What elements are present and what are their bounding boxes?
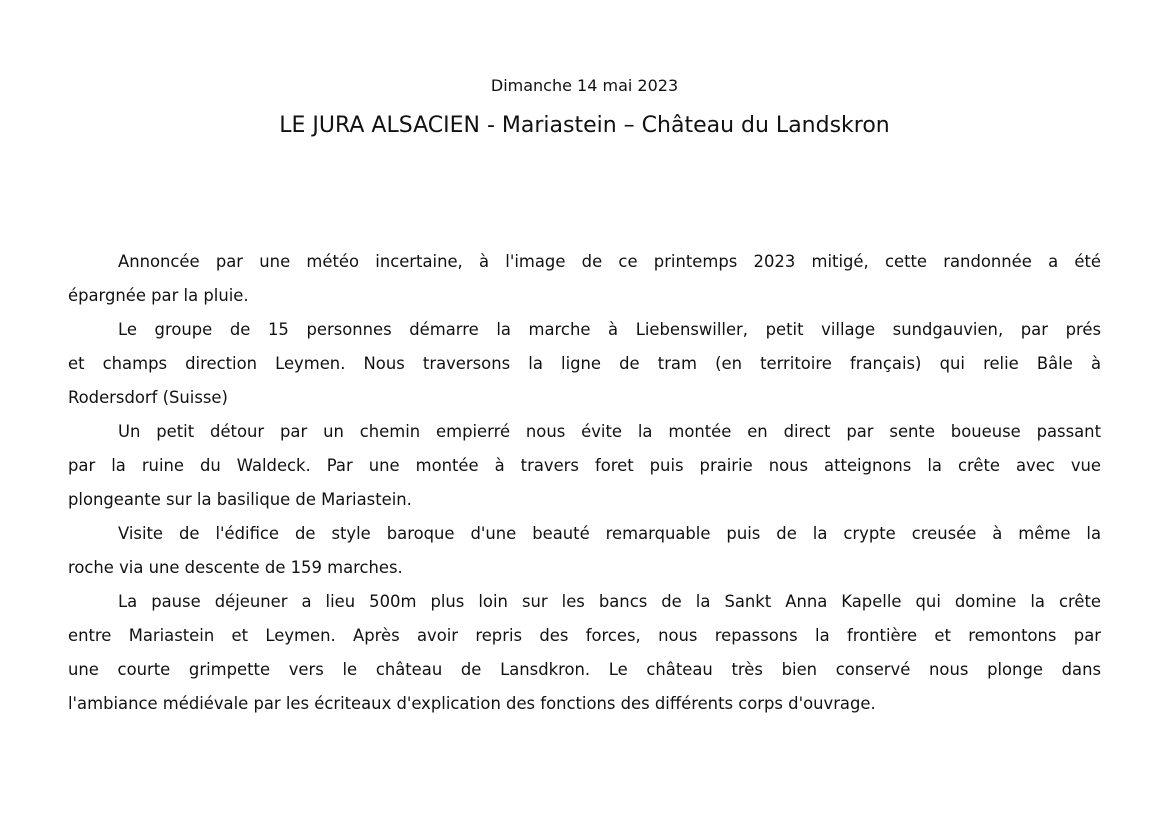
paragraph xyxy=(68,318,1101,420)
paragraph xyxy=(68,522,1101,590)
paragraph-line: La pause déjeuner a lieu 500m plus loin sur les bancs de la Sankt Anna Kapelle qui domine la crête xyxy=(118,592,1101,611)
paragraph-line: Visite de l'édifice de style baroque d'une beauté remarquable puis de la crypte creusée à même la xyxy=(118,524,1101,543)
paragraph-line: entre Mariastein et Leymen. Après avoir repris des forces, nous repassons la frontière et remontons par xyxy=(68,626,1101,645)
paragraph xyxy=(68,420,1101,522)
paragraph-line: l'ambiance médiévale par les écriteaux d'explication des fonctions des différents corps d'ouvrage. xyxy=(68,694,876,713)
paragraph-line: épargnée par la pluie. xyxy=(68,286,249,305)
paragraph-line: roche via une descente de 159 marches. xyxy=(68,558,403,577)
document-body xyxy=(68,250,1101,726)
paragraph-line: Rodersdorf (Suisse) xyxy=(68,388,228,407)
document-title: LE JURA ALSACIEN - Mariastein – Château du Landskron xyxy=(279,113,890,138)
paragraph-line: une courte grimpette vers le château de Lansdkron. Le château très bien conservé nous plonge dans xyxy=(68,660,1101,679)
document-date: Dimanche 14 mai 2023 xyxy=(490,76,679,95)
paragraph-line: plongeante sur la basilique de Mariastein. xyxy=(68,490,412,509)
paragraph xyxy=(68,250,1101,318)
paragraph-line: par la ruine du Waldeck. Par une montée à travers foret puis prairie nous atteignons la crête avec vue xyxy=(68,456,1101,475)
paragraph-line: Un petit détour par un chemin empierré nous évite la montée en direct par sente boueuse passant xyxy=(118,422,1101,441)
paragraph xyxy=(68,590,1101,726)
paragraph-line: Le groupe de 15 personnes démarre la marche à Liebenswiller, petit village sundgauvien, par prés xyxy=(118,320,1101,339)
paragraph-line: Annoncée par une météo incertaine, à l'image de ce printemps 2023 mitigé, cette randonnée a été xyxy=(118,252,1101,271)
paragraph-line: et champs direction Leymen. Nous traversons la ligne de tram (en territoire français) qui relie Bâle à xyxy=(68,354,1101,373)
